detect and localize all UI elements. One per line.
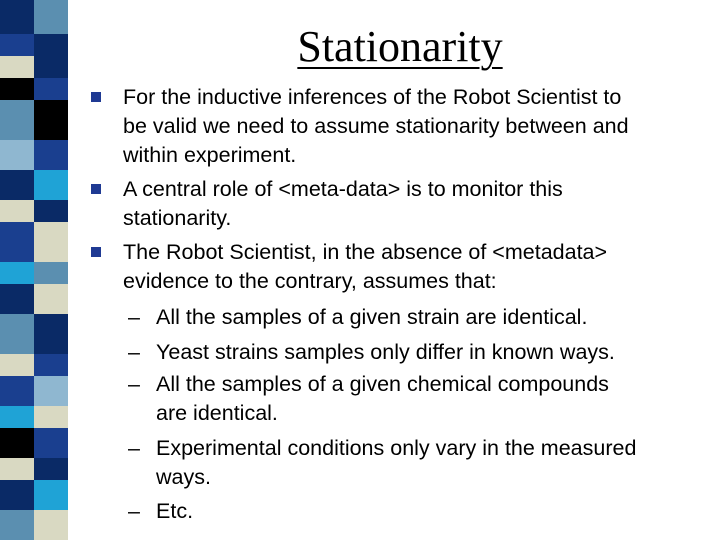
subitem-5-line-1: Etc. (156, 499, 194, 523)
sub-bullet-dash: – (128, 436, 140, 460)
bullet-marker-icon (91, 184, 101, 194)
subitem-3-line-2: are identical. (156, 401, 278, 425)
bullet-3-line-2: evidence to the contrary, assumes that: (123, 269, 497, 293)
sub-bullet-dash: – (128, 340, 140, 364)
bullet-1-line-2: be valid we need to assume stationarity between and (123, 114, 629, 138)
bullet-2-line-2: stationarity. (123, 206, 232, 230)
subitem-3-line-1: All the samples of a given chemical compounds (156, 372, 609, 396)
bullet-marker-icon (91, 247, 101, 257)
bullet-1-line-1: For the inductive inferences of the Robot Scientist to (123, 85, 622, 109)
bullet-1-line-3: within experiment. (123, 143, 297, 167)
subitem-4-line-2: ways. (156, 465, 211, 489)
bullet-3-line-1: The Robot Scientist, in the absence of <metadata> (123, 240, 608, 264)
subitem-1-line-1: All the samples of a given strain are identical. (156, 305, 588, 329)
sub-bullet-dash: – (128, 305, 140, 329)
subitem-4-line-1: Experimental conditions only vary in the measured (156, 436, 637, 460)
bullet-2-line-1: A central role of <meta-data> is to monitor this (123, 177, 563, 201)
slide-title: Stationarity (297, 22, 503, 71)
sub-bullet-dash: – (128, 499, 140, 523)
bullet-marker-icon (91, 92, 101, 102)
subitem-2-line-1: Yeast strains samples only differ in known ways. (156, 340, 615, 364)
sub-bullet-dash: – (128, 372, 140, 396)
